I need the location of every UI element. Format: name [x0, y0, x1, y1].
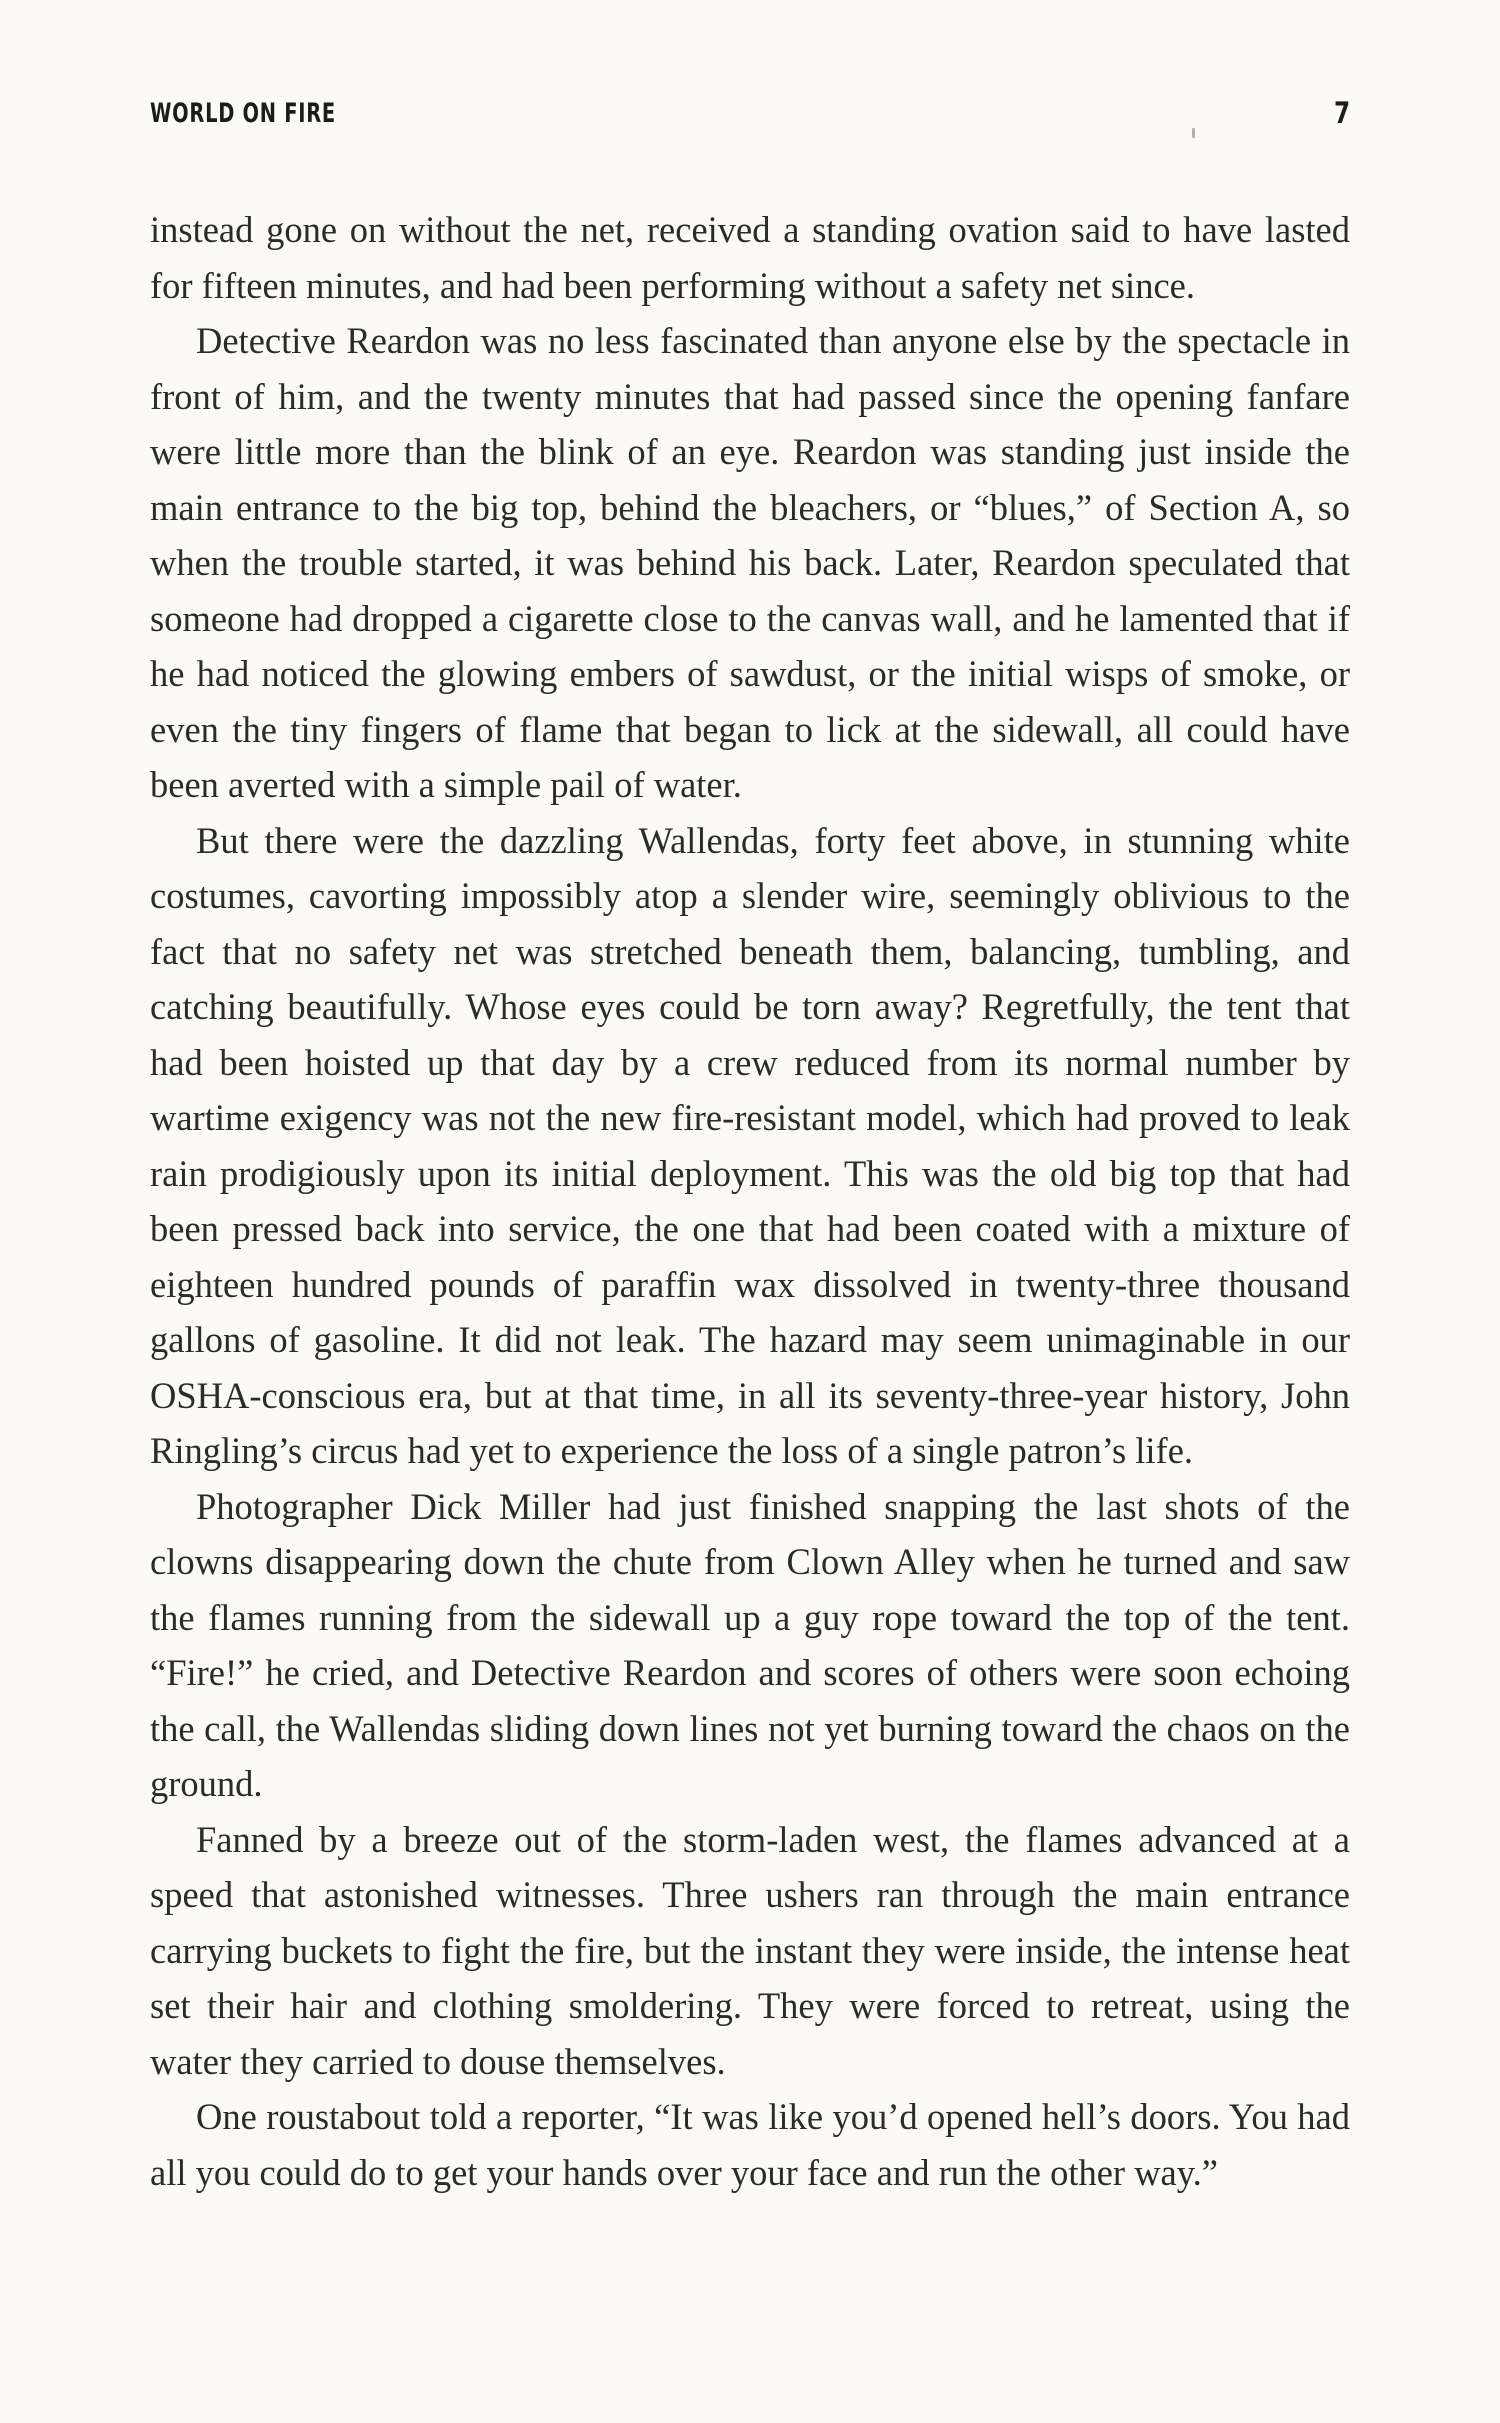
page-number: 7 [1333, 96, 1350, 130]
paragraph: One roustabout told a reporter, “It was like you’d opened hell’s doors. You had all you could do to get your hands over your face and run the other way.” [150, 2096, 1350, 2193]
scan-speck [1192, 128, 1195, 138]
paragraph: But there were the dazzling Wallendas, forty feet above, in stunning white costumes, cavorting impossibly atop a slender wire, seemingly oblivious to the fact that no safety net was stretched beneath them, balancing, tumbling, and catching beautifully. Whose eyes could be torn away? Regretfully, the tent that had been hoisted up that day by a crew reduced from its normal number by wartime exigency was not the new fire-resistant model, which had proved to leak rain prodigiously upon its initial deployment. This was the old big top that had been pressed back into service, the one that had been coated with a mixture of eighteen hundred pounds of paraffin wax dissolved in twenty-three thousand gallons of gasoline. It did not leak. The hazard may seem unimaginable in our OSHA-conscious era, but at that time, in all its seventy-three-year history, John Ringling’s circus had yet to experience the loss of a single patron’s life. [150, 819, 1350, 1471]
body-text [150, 202, 1350, 2200]
running-head: WORLD ON FIRE [150, 98, 336, 129]
paragraph: Fanned by a breeze out of the storm-laden west, the flames advanced at a speed that astonished witnesses. Three ushers ran through the main entrance carrying buckets to fight the fire, but the instant they were inside, the intense heat set their hair and clothing smoldering. They were forced to retreat, using the water they carried to douse themselves. [150, 1818, 1350, 2082]
paragraph: instead gone on without the net, received a standing ovation said to have lasted for fifteen minutes, and had been performing without a safety net since. [150, 209, 1350, 306]
paragraph: Photographer Dick Miller had just finished snapping the last shots of the clowns disappearing down the chute from Clown Alley when he turned and saw the flames running from the sidewall up a guy rope toward the top of the tent. “Fire!” he cried, and Detective Reardon and scores of others were soon echoing the call, the Wallendas sliding down lines not yet burning toward the chaos on the ground. [150, 1485, 1350, 1804]
paragraph: Detective Reardon was no less fascinated than anyone else by the spectacle in front of him, and the twenty minutes that had passed since the opening fanfare were little more than the blink of an eye. Reardon was standing just inside the main entrance to the big top, behind the bleachers, or “blues,” of Section A, so when the trouble started, it was behind his back. Later, Reardon speculated that someone had dropped a cigarette close to the canvas wall, and he lamented that if he had noticed the glowing embers of sawdust, or the initial wisps of smoke, or even the tiny fingers of flame that began to lick at the sidewall, all could have been averted with a simple pail of water. [150, 320, 1350, 805]
